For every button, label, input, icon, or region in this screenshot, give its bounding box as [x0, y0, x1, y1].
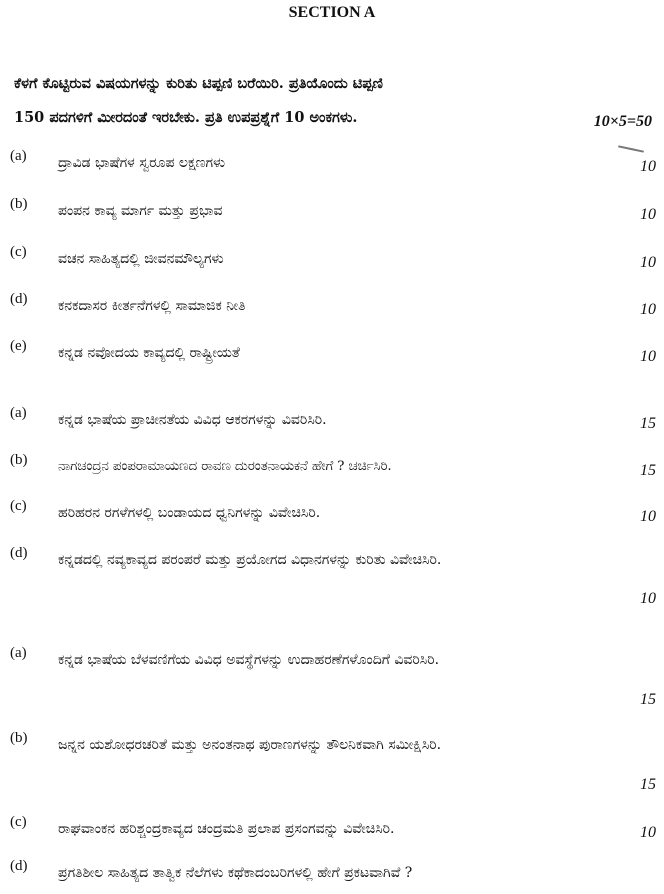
question-text: ಕನ್ನಡದಲ್ಲಿ ನವ್ಯಕಾವ್ಯದ ಪರಂಪರೆ ಮತ್ತು ಪ್ರಯೋಗದ ವಿಧಾನಗಳನ್ನು ಕುರಿತು ವಿವೇಚಿಸಿರಿ. — [58, 552, 442, 568]
question-label: (c) — [10, 244, 27, 260]
question-label: (b) — [10, 196, 28, 212]
question-text: ನಾಗಚಂದ್ರನ ಪಂಪರಾಮಾಯಣದ ರಾವಣ ದುರಂತನಾಯಕನೆ ಹೇಗೆ ? ಚರ್ಚಿಸಿರಿ. — [58, 459, 392, 474]
question-marks: 10 — [640, 590, 656, 607]
question-text: ದ್ರಾವಿಡ ಭಾಷೆಗಳ ಸ್ವರೂಪ ಲಕ್ಷಣಗಳು — [58, 155, 226, 171]
instruction-line-1: ಕೆಳಗೆ ಕೊಟ್ಟಿರುವ ವಿಷಯಗಳನ್ನು ಕುರಿತು ಟಿಪ್ಪಣಿ ಬರೆಯಿರಿ. ಪ್ರತಿಯೊಂದು ಟಿಪ್ಪಣಿ — [14, 75, 383, 92]
question-marks: 15 — [640, 462, 656, 479]
question-text: ರಾಘವಾಂಕನ ಹರಿಶ್ಚಂದ್ರಕಾವ್ಯದ ಚಂದ್ರಮತಿ ಪ್ರಲಾಪ ಪ್ರಸಂಗವನ್ನು ವಿವೇಚಿಸಿರಿ. — [58, 821, 395, 837]
question-text: ಕನ್ನಡ ಭಾಷೆಯ ಬೆಳವಣಿಗೆಯ ವಿವಿಧ ಅವಸ್ಥೆಗಳನ್ನು ಉದಾಹರಣೆಗಳೊಂದಿಗೆ ವಿವರಿಸಿರಿ. — [58, 652, 440, 668]
question-label: (d) — [10, 291, 28, 307]
section-title: SECTION A — [288, 4, 376, 21]
question-label: (b) — [10, 452, 28, 468]
question-marks: 10 — [640, 301, 656, 318]
question-text: ಪ್ರಗತಿಶೀಲ ಸಾಹಿತ್ಯದ ತಾತ್ವಿಕ ನೆಲೆಗಳು ಕಥೆಕಾದಂಬರಿಗಳಲ್ಲಿ ಹೇಗೆ ಪ್ರಕಟವಾಗಿವೆ ? — [58, 865, 413, 881]
question-label: (c) — [10, 498, 27, 514]
question-text: ಜನ್ನನ ಯಶೋಧರಚರಿತೆ ಮತ್ತು ಅನಂತನಾಥ ಪುರಾಣಗಳನ್ನು ತೌಲನಿಕವಾಗಿ ಸಮೀಕ್ಷಿಸಿರಿ. — [58, 737, 442, 753]
question-marks: 10 — [640, 508, 656, 525]
question-marks: 10 — [640, 348, 656, 365]
question-label: (a) — [10, 148, 27, 164]
question-text: ಹರಿಹರನ ರಗಳೆಗಳಲ್ಲಿ ಬಂಡಾಯದ ಧ್ವನಿಗಳನ್ನು ವಿವೇಚಿಸಿರಿ. — [58, 505, 321, 521]
question-text: ಕನ್ನಡ ನವೋದಯ ಕಾವ್ಯದಲ್ಲಿ ರಾಷ್ಟ್ರೀಯತೆ — [58, 345, 240, 361]
total-marks: 10×5=50 — [593, 113, 652, 130]
question-label: (b) — [10, 730, 28, 746]
question-label: (d) — [10, 545, 28, 561]
question-marks: 10 — [640, 824, 656, 841]
question-marks: 10 — [640, 254, 656, 271]
question-marks: 15 — [640, 691, 656, 708]
question-text: ಪಂಪನ ಕಾವ್ಯ ಮಾರ್ಗ ಮತ್ತು ಪ್ರಭಾವ — [58, 203, 223, 219]
question-marks: 10 — [640, 206, 656, 223]
question-label: (d) — [10, 858, 28, 874]
question-label: (e) — [10, 338, 27, 354]
question-text: ವಚನ ಸಾಹಿತ್ಯದಲ್ಲಿ ಜೀವನಮೌಲ್ಯಗಳು — [58, 251, 224, 267]
instruction-line-2: 150 ಪದಗಳಿಗೆ ಮೀರದಂತೆ ಇರಬೇಕು. ಪ್ರತಿ ಉಪಪ್ರಶ್ನೆಗೆ 10 ಅಂಕಗಳು. — [14, 109, 358, 126]
question-text: ಕನಕದಾಸರ ಕೀರ್ತನೆಗಳಲ್ಲಿ ಸಾಮಾಜಿಕ ನೀತಿ — [58, 298, 246, 314]
question-label: (a) — [10, 645, 27, 661]
question-marks: 15 — [640, 776, 656, 793]
question-marks: 10 — [640, 158, 656, 175]
question-label: (c) — [10, 814, 27, 830]
question-label: (a) — [10, 405, 27, 421]
question-marks: 15 — [640, 415, 656, 432]
question-text: ಕನ್ನಡ ಭಾಷೆಯ ಪ್ರಾಚೀನತೆಯ ವಿವಿಧ ಆಕರಗಳನ್ನು ವಿವರಿಸಿರಿ. — [58, 412, 327, 428]
